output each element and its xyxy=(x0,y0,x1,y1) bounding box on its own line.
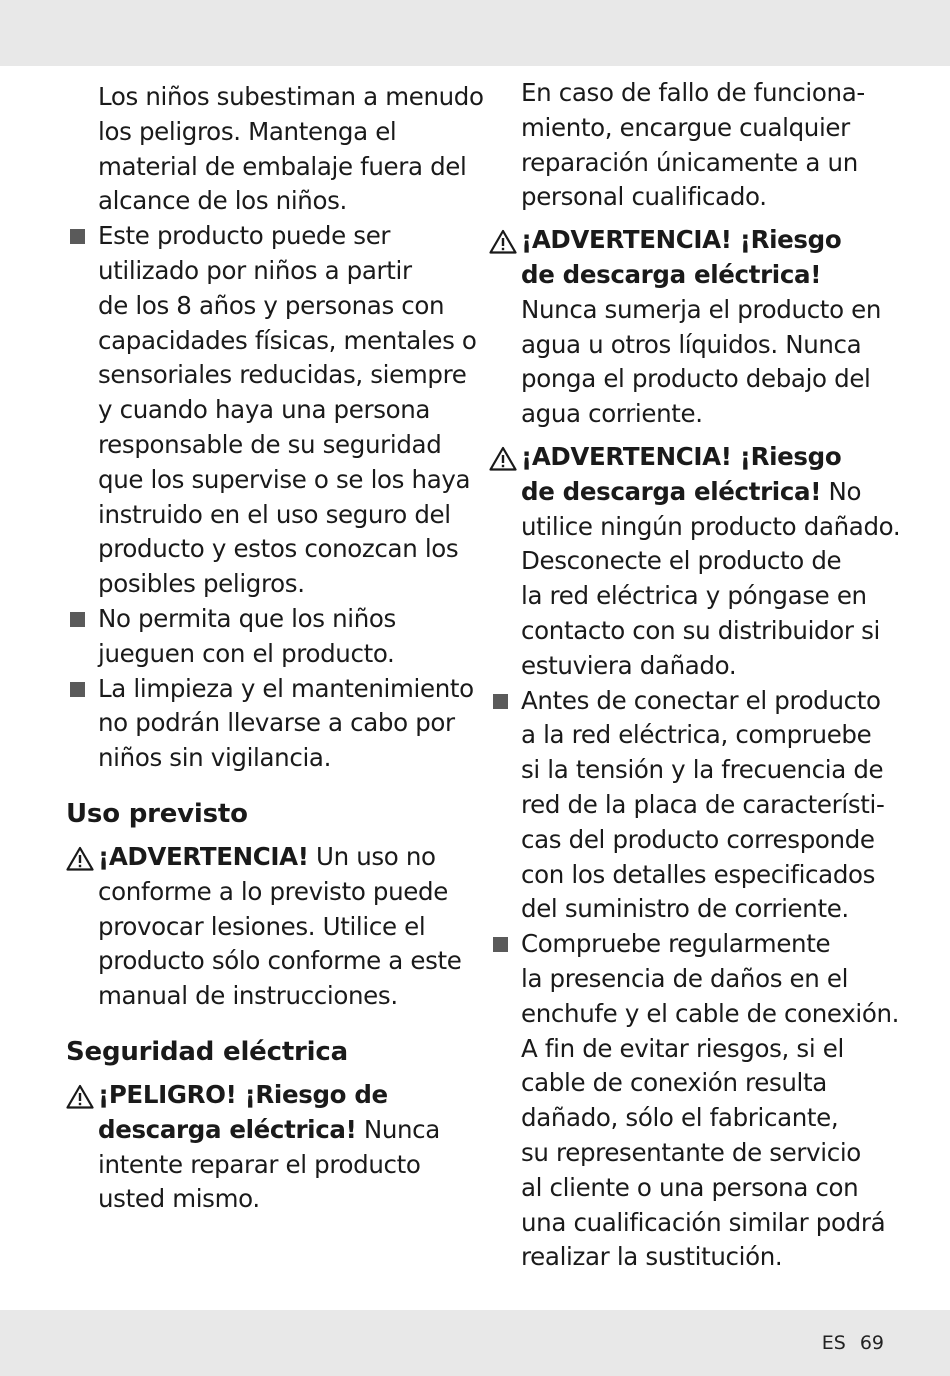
text-line: utilice ningún producto dañado. xyxy=(521,511,901,541)
list-item xyxy=(66,672,474,776)
text-line: Este producto puede ser xyxy=(98,221,391,251)
text-line: ponga el producto debajo del xyxy=(521,364,871,394)
text-line: cable de conexión resulta xyxy=(521,1068,827,1098)
page-footer xyxy=(822,1332,884,1354)
text-line: niños sin vigilancia. xyxy=(98,743,332,773)
text-line: utilizado por niños a partir xyxy=(98,255,412,285)
text-line: Los niños subestiman a menudo xyxy=(98,82,484,111)
text-line: producto y estos conozcan los xyxy=(98,534,459,564)
intro-paragraph xyxy=(489,76,889,215)
danger-label: ¡PELIGRO! ¡Riesgo de xyxy=(98,1079,388,1109)
text-line: contacto con su distribuidor si xyxy=(521,615,880,645)
list-item xyxy=(66,602,466,672)
text-line: enchufe y el cable de conexión. xyxy=(521,998,900,1028)
warning-triangle-icon xyxy=(489,229,517,254)
text-line: intente reparar el producto xyxy=(98,1149,421,1179)
text-line: su representante de servicio xyxy=(521,1137,861,1167)
text-line: realizar la sustitución. xyxy=(521,1242,783,1272)
text-line: red de la placa de característi- xyxy=(521,789,885,819)
text-line: una cualificación similar podrá xyxy=(521,1207,886,1237)
warning-label: de descarga eléctrica! xyxy=(521,259,822,289)
text-line: conforme a lo previsto puede xyxy=(98,876,448,906)
warning-label: ¡ADVERTENCIA! ¡Riesgo xyxy=(521,225,842,255)
square-bullet-icon xyxy=(70,612,85,627)
text-line: los peligros. Mantenga el xyxy=(98,116,397,146)
right-column xyxy=(489,76,901,1275)
text-line: La limpieza y el mantenimiento xyxy=(98,673,474,703)
text-line: Desconecte el producto de xyxy=(521,546,842,576)
text-line: la presencia de daños en el xyxy=(521,963,849,993)
left-column xyxy=(66,80,484,1217)
text-line: Nunca sumerja el producto en xyxy=(521,294,882,324)
warning-label: de descarga eléctrica! xyxy=(521,476,822,506)
warning-block xyxy=(489,440,901,684)
danger-block xyxy=(66,1078,466,1217)
text-line: No permita que los niños xyxy=(98,603,396,633)
text-line: cas del producto corresponde xyxy=(521,824,875,854)
page-number: 69 xyxy=(859,1332,884,1354)
text-line: En caso de fallo de funciona- xyxy=(521,78,865,107)
text-line: alcance de los niños. xyxy=(98,186,347,216)
text-line: A fin de evitar riesgos, si el xyxy=(521,1033,844,1063)
text-line: Compruebe regularmente xyxy=(521,929,831,959)
text-line: posibles peligros. xyxy=(98,569,305,599)
section-heading-uso-previsto: Uso previsto xyxy=(66,798,248,829)
text-line: producto sólo conforme a este xyxy=(98,946,462,976)
list-item xyxy=(66,219,477,602)
language-code: ES xyxy=(821,1332,846,1354)
text-line: no podrán llevarse a cabo por xyxy=(98,708,455,738)
warning-block xyxy=(489,223,889,432)
text-line: manual de instrucciones. xyxy=(98,981,398,1011)
text-line: y cuando haya una persona xyxy=(98,395,431,425)
warning-text: Un uso no xyxy=(308,841,436,871)
text-line: responsable de su seguridad xyxy=(98,429,442,459)
text-line: con los detalles especificados xyxy=(521,859,876,889)
bottom-band xyxy=(0,1310,950,1376)
square-bullet-icon xyxy=(493,694,508,709)
intro-paragraph xyxy=(66,80,484,219)
text-line: estuviera dañado. xyxy=(521,650,737,680)
warning-triangle-icon xyxy=(66,846,94,871)
text-line xyxy=(98,840,466,875)
square-bullet-icon xyxy=(70,229,85,244)
text-line: miento, encargue cualquier xyxy=(521,112,850,142)
text-line: de los 8 años y personas con xyxy=(98,290,445,320)
section-heading-seguridad-electrica: Seguridad eléctrica xyxy=(66,1036,348,1067)
list-item xyxy=(489,927,900,1275)
text-line: material de embalaje fuera del xyxy=(98,151,467,181)
square-bullet-icon xyxy=(493,937,508,952)
text-line: la red eléctrica y póngase en xyxy=(521,581,867,611)
warning-triangle-icon xyxy=(66,1084,94,1109)
text-line: Antes de conectar el producto xyxy=(521,685,881,715)
text-line xyxy=(98,1113,466,1148)
text-line: dañado, sólo el fabricante, xyxy=(521,1103,839,1133)
text-line: capacidades físicas, mentales o xyxy=(98,325,477,355)
text-line: sensoriales reducidas, siempre xyxy=(98,360,467,390)
text-line: al cliente o una persona con xyxy=(521,1172,859,1202)
warning-label: ¡ADVERTENCIA! ¡Riesgo xyxy=(521,441,842,471)
square-bullet-icon xyxy=(70,682,85,697)
text-line: agua corriente. xyxy=(521,399,703,429)
text-line xyxy=(521,475,889,510)
text-line: que los supervise o se los haya xyxy=(98,464,471,494)
text-line: reparación únicamente a un xyxy=(521,147,858,177)
warning-label: ¡ADVERTENCIA! xyxy=(98,841,309,871)
warning-text: No xyxy=(821,476,862,506)
warning-block xyxy=(66,840,466,1014)
text-line: instruido en el uso seguro del xyxy=(98,499,451,529)
danger-label: descarga eléctrica! xyxy=(98,1114,357,1144)
text-line: si la tensión y la frecuencia de xyxy=(521,755,884,785)
text-line: jueguen con el producto. xyxy=(98,638,395,668)
text-line: provocar lesiones. Utilice el xyxy=(98,911,426,941)
text-line: personal cualificado. xyxy=(521,182,767,212)
danger-text: Nunca xyxy=(356,1114,440,1144)
list-item xyxy=(489,684,889,928)
top-band xyxy=(0,0,950,66)
text-line: del suministro de corriente. xyxy=(521,894,849,924)
text-line: agua u otros líquidos. Nunca xyxy=(521,329,862,359)
text-line: a la red eléctrica, compruebe xyxy=(521,720,872,750)
warning-triangle-icon xyxy=(489,446,517,471)
text-line: usted mismo. xyxy=(98,1184,260,1214)
